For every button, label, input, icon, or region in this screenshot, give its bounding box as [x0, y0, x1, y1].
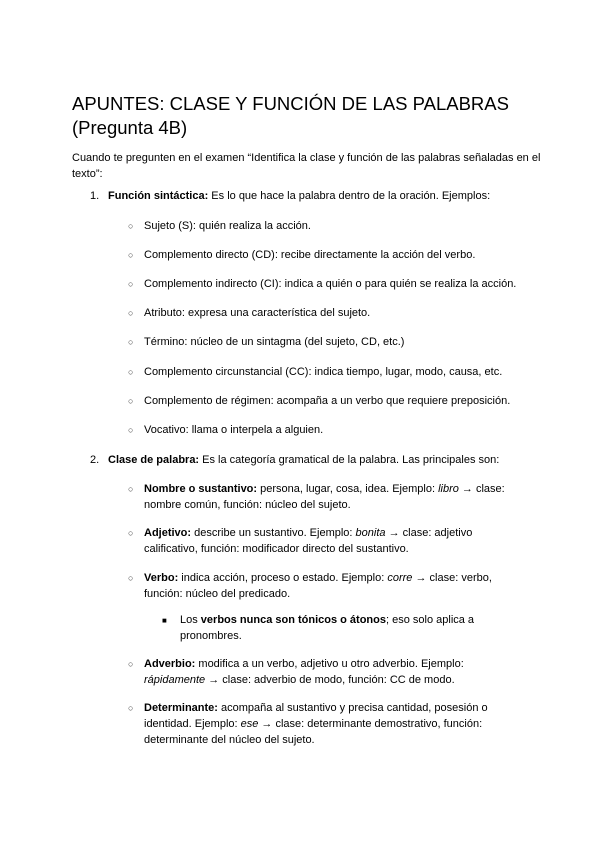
bullet-icon: ○: [128, 528, 134, 538]
bullet-icon: ○: [128, 221, 134, 231]
list-item: [144, 570, 524, 602]
bullet-icon: ○: [128, 308, 134, 318]
item-text: → clase: adjetivo calificativo, función: modificador directo del sustantivo.: [144, 527, 473, 555]
item-text: → clase: adverbio de modo, función: CC de modo.: [205, 674, 455, 686]
section-text: Es lo que hace la palabra dentro de la oración. Ejemplos:: [208, 190, 491, 202]
item-term: Determinante:: [144, 702, 218, 714]
note-text: ; eso solo aplica a pronombres.: [180, 614, 475, 642]
item-text: → clase: verbo, función: núcleo del predicado.: [144, 572, 492, 600]
list-item: Complemento circunstancial (CC): indica tiempo, lugar, modo, causa, etc.: [144, 366, 503, 378]
list-item: [144, 656, 524, 688]
bullet-icon: ○: [128, 279, 134, 289]
list-item: [144, 481, 524, 513]
bullet-icon: ○: [128, 484, 134, 494]
section-number: 2.: [90, 454, 100, 466]
item-text: indica acción, proceso o estado. Ejemplo:: [178, 572, 388, 584]
section-heading: Función sintáctica:: [108, 190, 209, 202]
intro-paragraph: Cuando te pregunten en el examen “Identifica la clase y función de las palabras señaladas en el texto”:: [72, 152, 541, 180]
list-item: [144, 700, 524, 748]
item-term: Adjetivo:: [144, 527, 192, 539]
item-term: Adverbio:: [144, 658, 196, 670]
item-example: bonita: [355, 527, 386, 539]
list-item: Vocativo: llama o interpela a alguien.: [144, 424, 324, 436]
list-item: Complemento indirecto (CI): indica a quién o para quién se realiza la acción.: [144, 278, 517, 290]
note-emphasis: verbos nunca son tónicos o átonos: [200, 614, 386, 626]
item-example: rápidamente: [144, 674, 206, 686]
item-text: → clase: determinante demostrativo, función: determinante del núcleo del sujeto.: [144, 718, 483, 746]
item-example: corre: [387, 572, 413, 584]
section-word-class: [108, 452, 548, 468]
item-text: acompaña al sustantivo y precisa cantidad, posesión o identidad. Ejemplo:: [144, 702, 488, 730]
item-text: persona, lugar, cosa, idea. Ejemplo:: [257, 483, 439, 495]
list-item: Complemento de régimen: acompaña a un verbo que requiere preposición.: [144, 395, 511, 407]
section-heading: Clase de palabra:: [108, 454, 200, 466]
bullet-icon: ○: [128, 337, 134, 347]
item-example: libro: [438, 483, 459, 495]
item-example: ese: [240, 718, 259, 730]
bullet-icon: ○: [128, 703, 134, 713]
note-text: Los: [180, 614, 201, 626]
list-item: Término: núcleo de un sintagma (del sujeto, CD, etc.): [144, 336, 405, 348]
list-item: Complemento directo (CD): recibe directamente la acción del verbo.: [144, 249, 476, 261]
section-text: Es la categoría gramatical de la palabra. Las principales son:: [199, 454, 500, 466]
bullet-icon: ○: [128, 573, 134, 583]
item-term: Nombre o sustantivo:: [144, 483, 258, 495]
square-bullet-icon: ■: [162, 616, 167, 625]
bullet-icon: ○: [128, 367, 134, 377]
bullet-icon: ○: [128, 659, 134, 669]
note-item: [180, 612, 480, 644]
list-item: Atributo: expresa una característica del sujeto.: [144, 307, 371, 319]
section-function: [108, 188, 548, 204]
list-item: Sujeto (S): quién realiza la acción.: [144, 220, 311, 232]
bullet-icon: ○: [128, 250, 134, 260]
item-term: Verbo:: [144, 572, 179, 584]
bullet-icon: ○: [128, 396, 134, 406]
page-title: APUNTES: CLASE Y FUNCIÓN DE LAS PALABRAS (Pregunta 4B): [72, 93, 509, 138]
item-text: → clase: nombre común, función: núcleo del sujeto.: [144, 483, 505, 511]
item-text: describe un sustantivo. Ejemplo:: [191, 527, 356, 539]
item-text: modifica a un verbo, adjetivo u otro adverbio. Ejemplo:: [195, 658, 464, 670]
bullet-icon: ○: [128, 425, 134, 435]
list-item: [144, 525, 524, 557]
section-number: 1.: [90, 190, 100, 202]
